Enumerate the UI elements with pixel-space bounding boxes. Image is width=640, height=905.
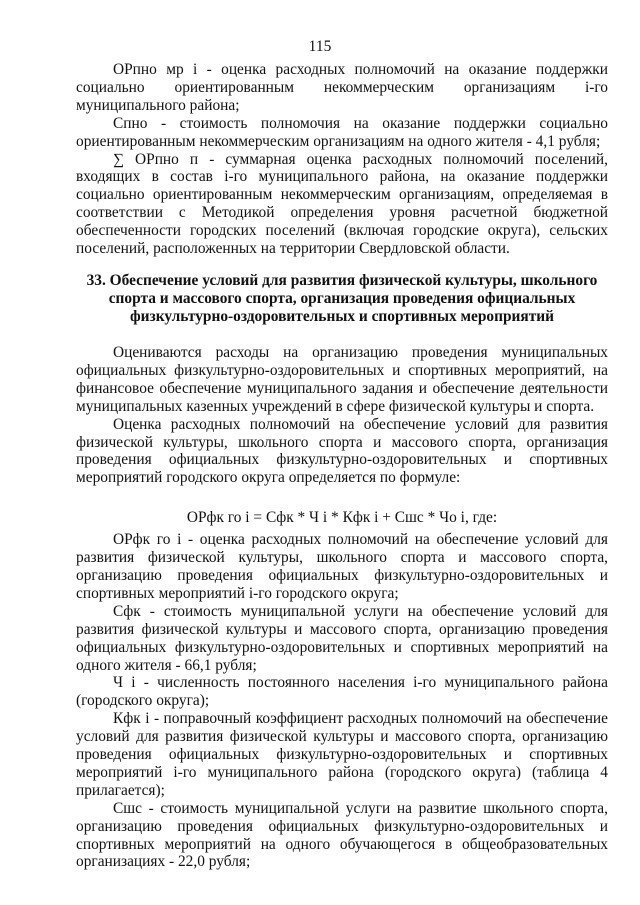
section-body: [76, 344, 608, 871]
definition-sfk: Сфк - стоимость муниципальной услуги на обеспечение условий для развития физической культуры и массового спорта, организацию проведения официальных физкультурно-оздоровительных и спортивных мероприятий на одного жителя - 66,1 рубля;: [76, 602, 608, 674]
definition-kfk: Кфк i - поправочный коэффициент расходных полномочий на обеспечение условий для развития физической культуры и массового спорта, организацию проведения официальных физкультурно-оздоровительных и спортивных мероприятий i-го муниципального района (городского округа) (таблица 4 прилагается);: [76, 710, 608, 799]
page-number: 115: [308, 38, 332, 55]
section-paragraph: Оцениваются расходы на организацию проведения муниципальных официальных физкультурно-оздоровительных и спортивных мероприятий, на финансовое обеспечение муниципального задания и обеспечение деятельности муниципальных казенных учреждений в сфере физической культуры и спорта.: [76, 344, 608, 415]
definition-orfk: ОРфк го i - оценка расходных полномочий на обеспечение условий для развития физической культуры, школьного спорта и массового спорта, организацию проведения официальных физкультурно-оздоровительных и спортивных мероприятий i-го городского округа;: [76, 531, 608, 602]
definition-orpno-mr: ОРпно мр i - оценка расходных полномочий на оказание поддержки социально ориентированным некоммерческим организациям i-го муниципального района;: [76, 61, 608, 114]
definition-sum-orpno-p: ∑ ОРпно п - суммарная оценка расходных полномочий поселений, входящих в состав i-го муниципального района, на оказание поддержки социально ориентированным некоммерческим организациям, определяемая в соответствии с Методикой определения уровня расчетной бюджетной обеспеченности городских поселений (включая городские округа), сельских поселений, расположенных на территории Свердловской области.: [76, 150, 608, 258]
definition-sshs: Сшс - стоимость муниципальной услуги на развитие школьного спорта, организацию проведения официальных физкультурно-оздоровительных и спортивных мероприятий на одного обучающегося в общеобразовательных организациях - 22,0 рубля;: [76, 799, 608, 871]
formula: ОРфк го i = Сфк * Ч i * Кфк i + Сшс * Чо i, где:: [186, 509, 498, 527]
section-heading: 33. Обеспечение условий для развития физической культуры, школьного спорта и массового спорта, организация проведения официальных физкультурно-оздоровительных и спортивных мероприятий: [86, 272, 598, 325]
section-paragraph: Оценка расходных полномочий на обеспечение условий для развития физической культуры, школьного спорта и массового спорта, организация проведения официальных физкультурно-оздоровительных и спортивных мероприятий городского округа определяется по формуле:: [76, 415, 608, 487]
intro-block: [76, 61, 608, 258]
definition-chi: Ч i - численность постоянного населения i-го муниципального района (городского округа);: [76, 674, 608, 710]
definition-spno: Спно - стоимость полномочия на оказание поддержки социально ориентированным некоммерческим организациям на одного жителя - 4,1 рубля;: [76, 114, 608, 150]
